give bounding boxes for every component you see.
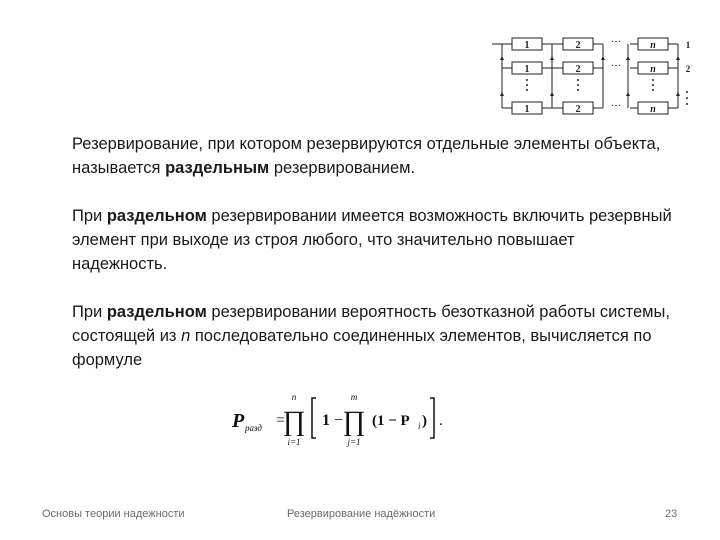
equals-sign: =: [276, 412, 286, 429]
formula-term-sub: i: [418, 421, 421, 431]
box-label: 1: [524, 64, 530, 75]
footer-topic: Резервирование надёжности: [287, 508, 436, 520]
product-symbol: ∏: [282, 406, 306, 437]
box-label: 1: [524, 40, 530, 51]
emphasis: раздельным: [165, 159, 270, 177]
box-label: 2: [575, 64, 581, 75]
prod-top: n: [291, 392, 297, 402]
paragraph-definition: Резервирование, при котором резервируются отдельные элементы объекта, называется раздельным резервированием.: [72, 135, 661, 177]
page-number: 23: [665, 508, 678, 520]
reliability-formula: [228, 390, 448, 452]
variable-n: n: [181, 327, 191, 345]
formula-term: (1 − P: [372, 413, 410, 429]
ellipsis: …: [611, 58, 621, 69]
formula-minus: −: [334, 412, 344, 429]
box-label: 1: [524, 104, 530, 115]
product-symbol: ∏: [342, 406, 366, 437]
formula-period: .: [439, 413, 443, 429]
prod-bottom: i=1: [287, 437, 301, 447]
row-label: 2: [685, 64, 691, 74]
box-label: n: [650, 64, 656, 75]
emphasis: раздельном: [106, 303, 207, 321]
emphasis: раздельном: [106, 207, 207, 225]
formula-sub: разд: [245, 423, 262, 433]
box-label: n: [650, 40, 656, 51]
row-label: 1: [685, 40, 691, 50]
paragraph-advantage: При раздельном резервировании имеется возможность включить резервный элемент при выходе из строя любого, что значительно повышает надежность.: [72, 207, 672, 273]
box-label: 2: [575, 104, 581, 115]
box-label: n: [650, 104, 656, 115]
ellipsis: …: [611, 34, 621, 45]
redundancy-block-diagram: [490, 28, 695, 120]
formula-term-close: ): [422, 413, 427, 429]
paragraph-probability: При раздельном резервировании вероятность безотказной работы системы, состоящей из n последовательно соединенных элементов, вычисляется по формуле: [72, 303, 670, 369]
formula-p: P: [232, 410, 245, 432]
prod-top: m: [350, 392, 358, 402]
footer-course-title: Основы теории надежности: [42, 508, 185, 520]
box-label: 2: [575, 40, 581, 51]
formula-one: 1: [322, 412, 330, 429]
ellipsis: …: [611, 98, 621, 109]
prod-bottom: j=1: [347, 437, 361, 447]
